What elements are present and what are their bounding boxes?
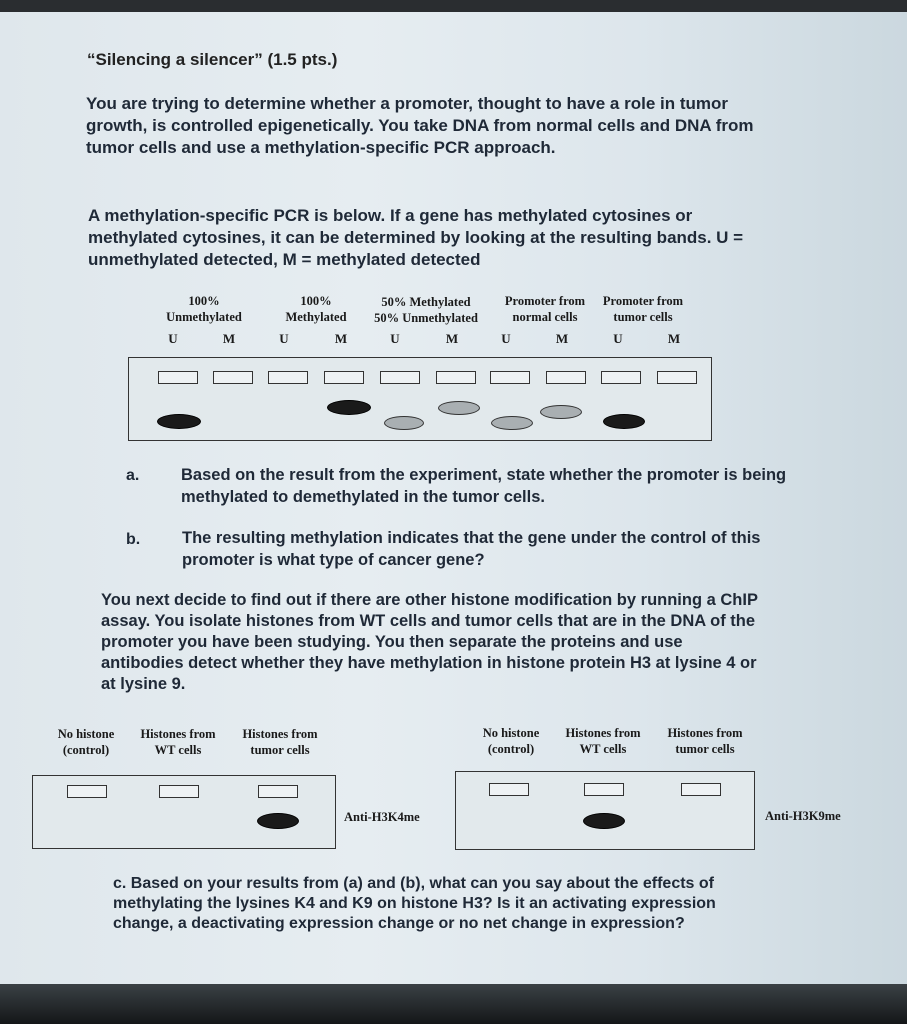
gel1-lane-letter: M [667,331,681,346]
gel3-well [489,783,529,796]
worksheet-title: “Silencing a silencer” (1.5 pts.) [87,50,338,69]
gel2-lane-label: Histones from WT cells [140,727,216,757]
gel3-lane-label: Histones from WT cells [565,726,641,756]
gel1-well [380,371,420,384]
monitor-bezel-bottom [0,984,907,1024]
gel2-lane-label: Histones from tumor cells [242,727,318,757]
gel1-well [324,371,364,384]
gel1-group-label: 100% Methylated [285,294,347,324]
gel3-well [584,783,624,796]
pcr-gel [128,357,712,441]
gel1-well [490,371,530,384]
question-b-marker: b. [126,531,141,548]
gel2-lane-label: No histone (control) [57,727,115,757]
gel2-well [67,785,107,798]
question-a-text: Based on the result from the experiment, state whether the promoter is being methylated to demethylated in the tumor cells. [181,466,787,506]
chip-paragraph: You next decide to find out if there are other histone modification by running a ChIP assay. You isolate histones from WT cells and tumor cells that are in the DNA of the promoter you have been studying. You then separate the proteins and use antibodies detect whether they have methylation in histone protein H3 at lysine 4 or at lysine 9. [101,591,758,693]
intro-paragraph: You are trying to determine whether a promoter, thought to have a role in tumor growth, is controlled epigenetically. You take DNA from normal cells and DNA from tumor cells and use a methylation-specific PCR approach. [86,94,754,157]
gel1-band-grey [491,416,533,430]
gel1-well [546,371,586,384]
gel2-antibody-label: Anti-H3K4me [344,810,420,824]
gel1-group-label: Promoter from tumor cells [602,294,684,324]
gel1-well [436,371,476,384]
gel1-band-dark [327,400,371,415]
gel1-lane-letter: M [334,331,348,346]
gel1-lane-letter: U [390,331,400,346]
gel1-group-label: 50% Methylated 50% Unmethylated [374,295,478,325]
gel2-band-dark [257,813,299,829]
gel1-well [657,371,697,384]
chip-gel-h3k4me [32,775,336,849]
gel1-lane-letter: U [168,331,178,346]
gel1-band-grey [384,416,424,430]
gel1-lane-letter: M [445,331,459,346]
question-b-text: The resulting methylation indicates that the gene under the control of this promoter is what type of cancer gene? [182,529,761,569]
gel1-well [158,371,198,384]
gel1-group-label: Promoter from normal cells [504,294,586,324]
gel1-band-grey [540,405,582,419]
gel1-lane-letter: M [555,331,569,346]
gel3-lane-label: Histones from tumor cells [667,726,743,756]
question-c-text: c. Based on your results from (a) and (b), what can you say about the effects of methylating the lysines K4 and K9 on histone H3? Is it an activating expression change, a deactivating expression change or no net change in expression? [113,875,716,932]
gel3-lane-label: No histone (control) [482,726,540,756]
chip-gel-h3k9me [455,771,755,850]
gel1-lane-letter: U [613,331,623,346]
gel1-well [601,371,641,384]
gel1-band-grey [438,401,480,415]
gel1-lane-letter: M [222,331,236,346]
worksheet-page [0,12,907,984]
gel3-band-dark [583,813,625,829]
gel1-band-dark [157,414,201,429]
question-a-marker: a. [126,467,140,484]
pcr-paragraph: A methylation-specific PCR is below. If a gene has methylated cytosines or methylated cytosines, it can be determined by looking at the resulting bands. U = unmethylated detected, M = methylated detected [88,206,744,269]
gel1-band-dark [603,414,645,429]
gel2-well [258,785,298,798]
gel1-well [268,371,308,384]
gel2-well [159,785,199,798]
gel3-antibody-label: Anti-H3K9me [765,809,841,823]
gel3-well [681,783,721,796]
gel1-lane-letter: U [279,331,289,346]
gel1-lane-letter: U [501,331,511,346]
gel1-group-label: 100% Unmethylated [166,294,242,324]
gel1-well [213,371,253,384]
